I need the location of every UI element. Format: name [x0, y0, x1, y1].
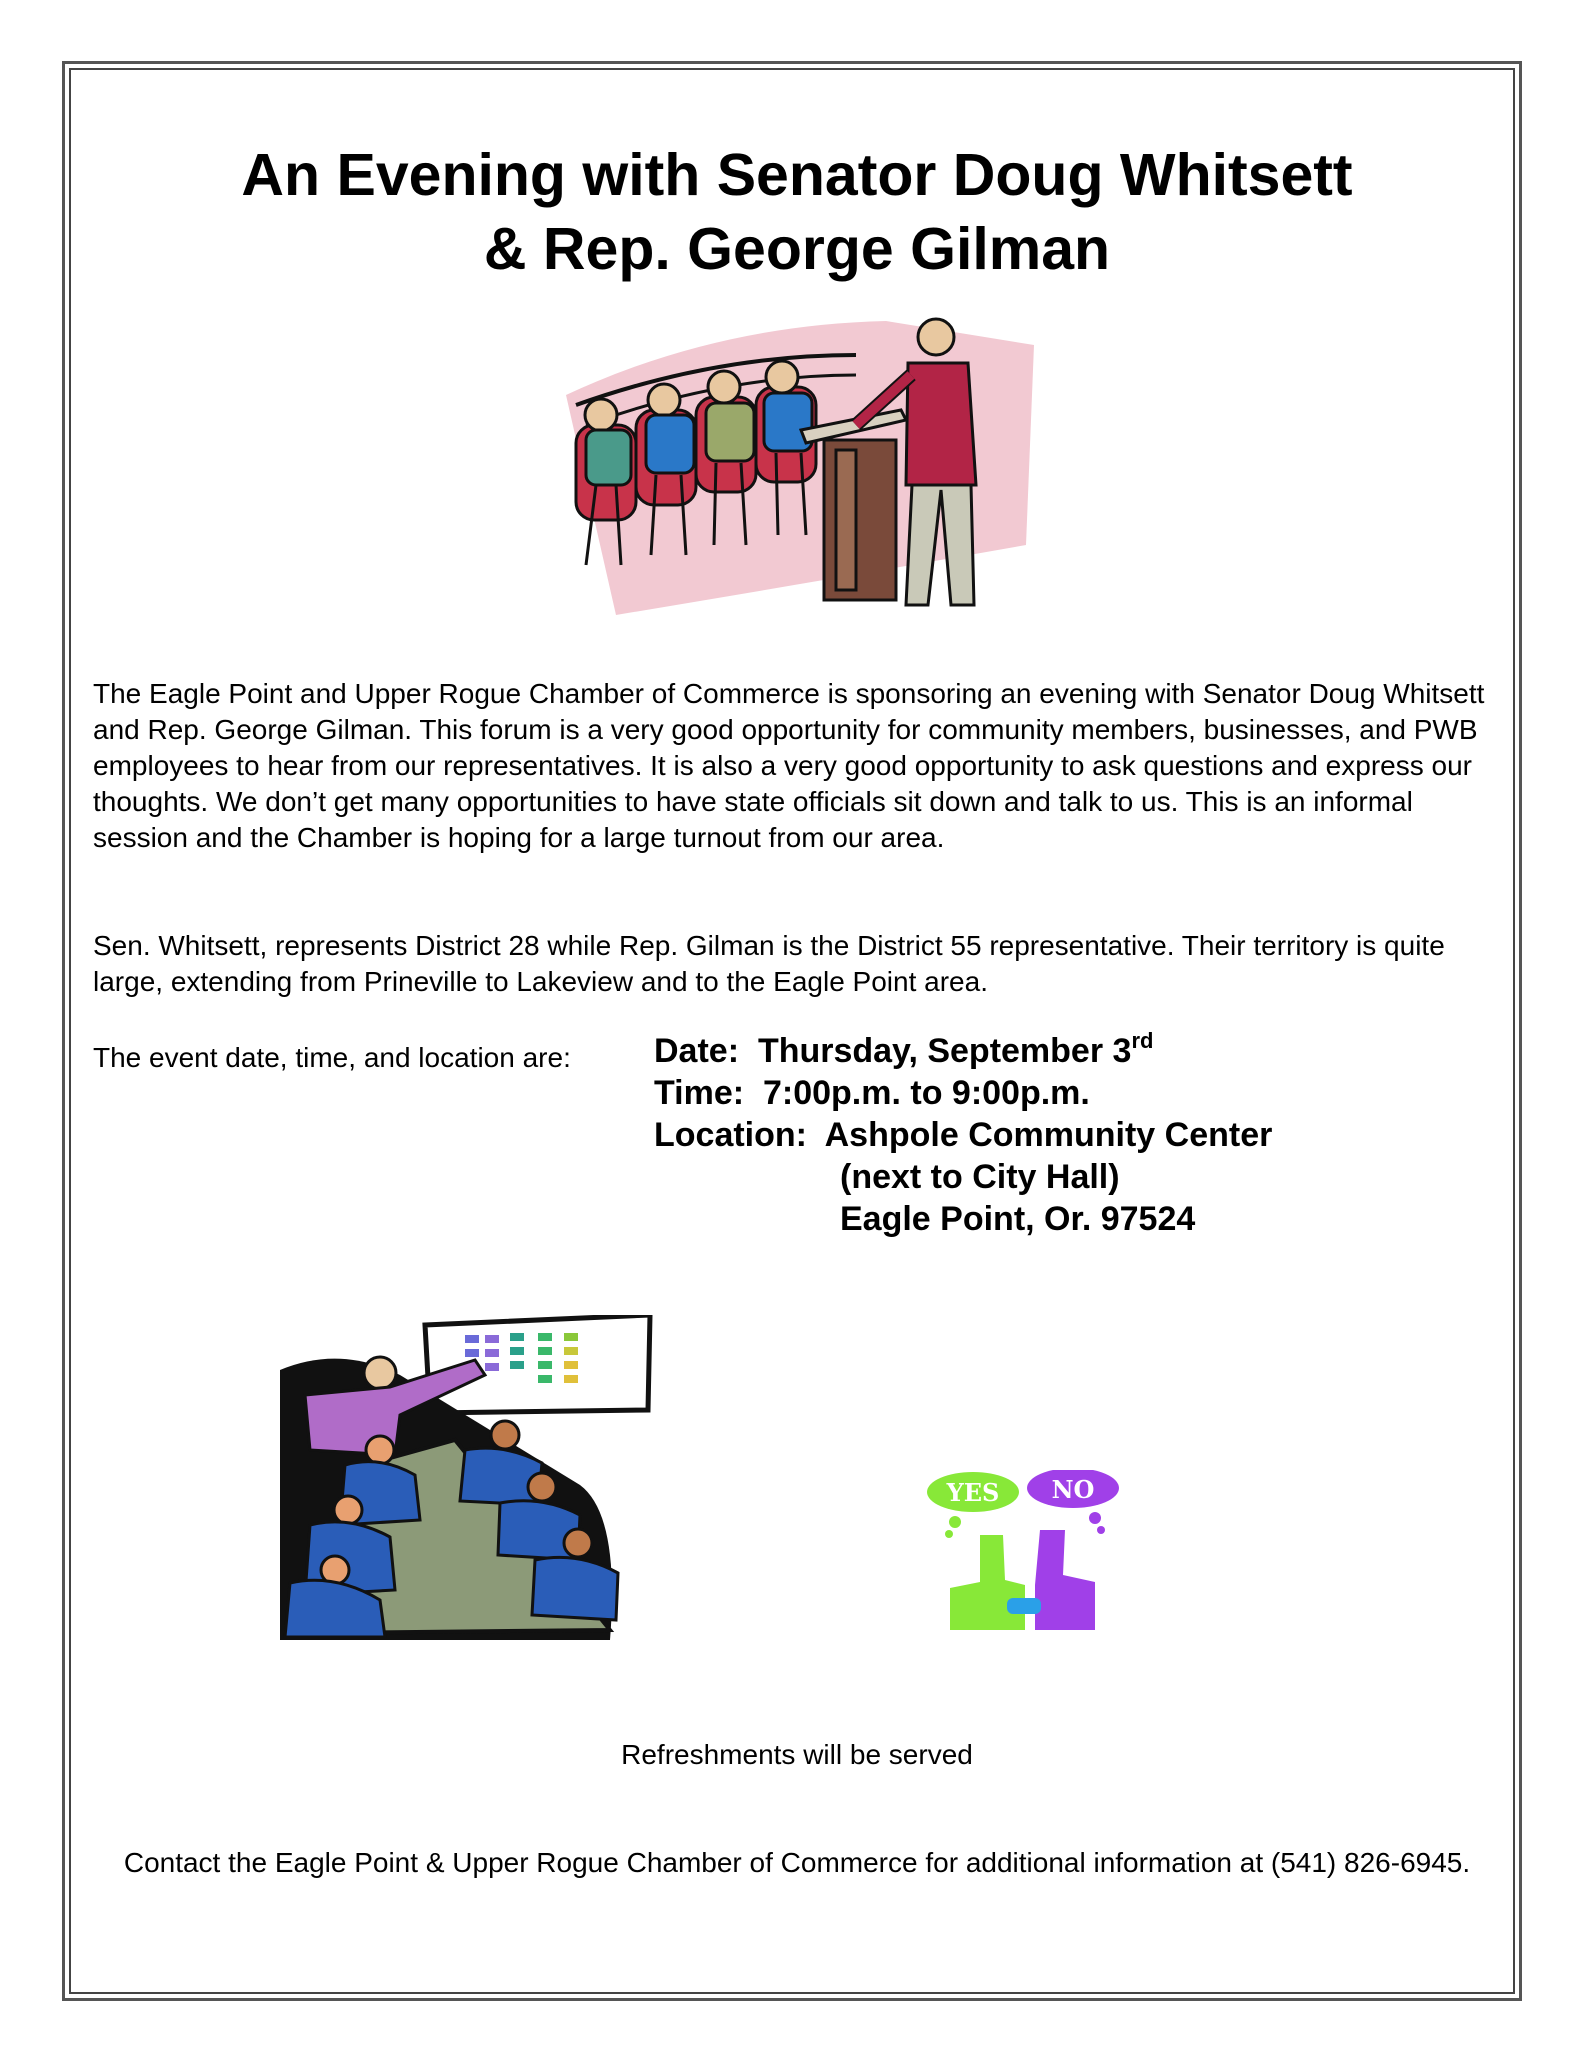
event-details — [654, 1030, 1272, 1240]
yes-no-people-clipart-icon — [925, 1470, 1135, 1630]
yes-label: YES — [946, 1478, 1000, 1507]
flyer-title — [80, 138, 1514, 286]
contact-info: Contact the Eagle Point & Upper Rogue Chamber of Commerce for additional information at (541) 826-6945. — [123, 1847, 1471, 1878]
event-date-row — [654, 1030, 1272, 1072]
meeting-presentation-clipart-icon — [280, 1315, 680, 1640]
event-location-row — [654, 1114, 1272, 1156]
intro-paragraph: The Eagle Point and Upper Rogue Chamber of Commerce is sponsoring an evening with Senator Doug Whitsett and Rep. George Gilman. This forum is a very good opportunity for community members, businesses, and PWB employees to hear from our representatives. It is also a very good opportunity to ask questions and express our thoughts. We don’t get many opportunities to have state officials sit down and talk to us. This is an informal session and the Chamber is hoping for a large turnout from our area. — [93, 678, 1485, 853]
refreshments-note: Refreshments will be served — [621, 1739, 973, 1770]
date-suffix: rd — [1131, 1028, 1154, 1053]
location-line-3: Eagle Point, Or. 97524 — [840, 1200, 1196, 1238]
location-line-1: Ashpole Community Center — [824, 1116, 1273, 1154]
event-intro: The event date, time, and location are: — [93, 1042, 571, 1073]
title-line-2: & Rep. George Gilman — [483, 216, 1111, 282]
date-value: Thursday, September 3 — [757, 1032, 1132, 1070]
no-label: NO — [1051, 1475, 1095, 1504]
title-line-1: An Evening with Senator Doug Whitsett — [241, 142, 1353, 208]
district-paragraph: Sen. Whitsett, represents District 28 while Rep. Gilman is the District 55 representative. Their territory is quite large, extending from Prineville to Lakeview and to the Eagle Point area. — [93, 930, 1445, 997]
location-label: Location: — [654, 1116, 807, 1154]
speaker-audience-clipart-icon — [556, 315, 1034, 617]
time-value: 7:00p.m. to 9:00p.m. — [762, 1074, 1090, 1112]
time-label: Time: — [654, 1074, 745, 1112]
date-label: Date: — [654, 1032, 740, 1070]
location-line-2: (next to City Hall) — [840, 1158, 1120, 1196]
event-time-row — [654, 1072, 1272, 1114]
